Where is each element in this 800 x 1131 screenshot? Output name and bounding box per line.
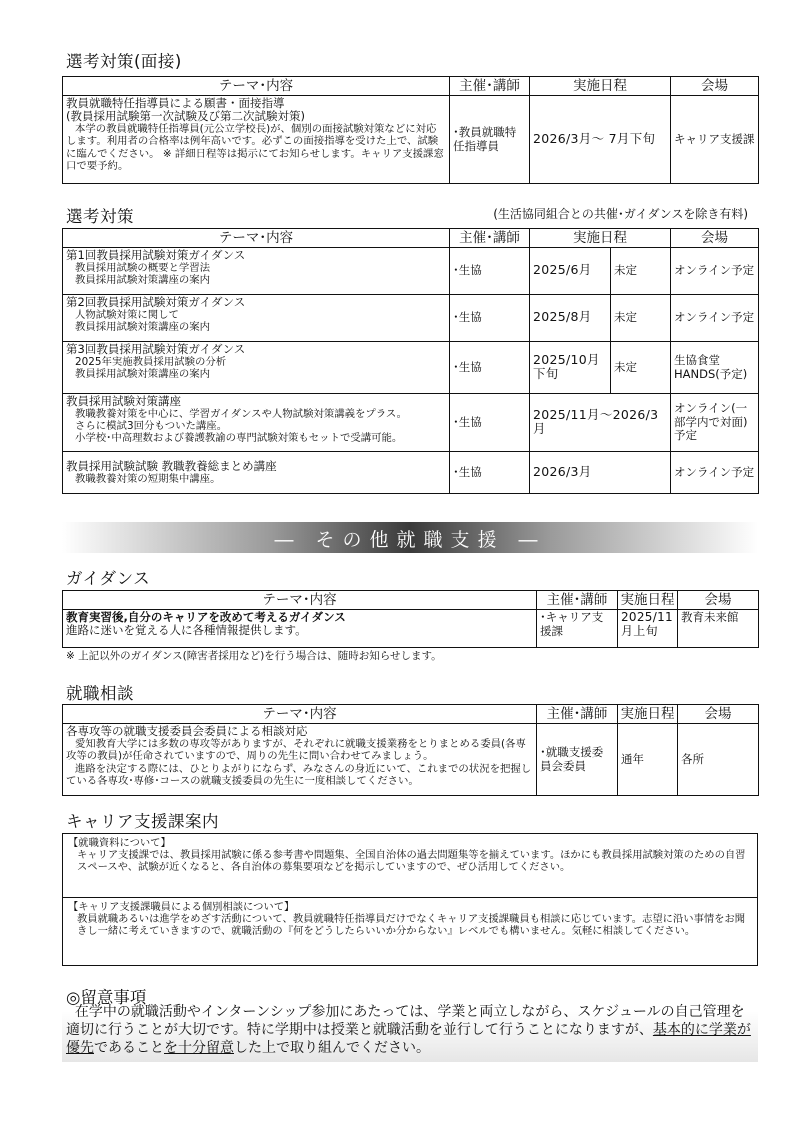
box-body: 教員就職あるいは進学をめざす活動について、教員就職特任指導員だけでなくキャリア支援課職員も相談に応じています。志望に沿い事情をお聞きし一緒に考えていきますので、就職活動の『何をどうしたらいいか分からない』レベルでも構いません。気軽に相談してください。 <box>77 913 746 938</box>
header-date: 実施日程 <box>530 77 671 96</box>
header-theme: テーマ･内容 <box>63 705 537 724</box>
row-theme: 教員採用試験対策講座 教職教養対策を中心に、学習ガイダンスや人物試験対策講義をプラス。 さらに模試3回分もついた講座。 小学校･中高理数および養護教諭の専門試験対策もセットで受講可能。 <box>63 394 450 452</box>
row-venue: オンライン予定 <box>671 452 759 494</box>
section-title-interview: 選考対策(面接) <box>66 52 182 71</box>
guidance-note: ※ 上記以外のガイダンス(障害者採用など)を行う場合は、随時お知らせします。 <box>66 650 442 662</box>
table-header <box>63 229 759 248</box>
section-title-career-office: キャリア支援課案内 <box>66 812 219 831</box>
header-venue: 会場 <box>671 77 759 96</box>
table-row <box>63 96 759 184</box>
row-host: ･キャリア支援課 <box>537 610 618 648</box>
row-date: 2025/11月上旬 <box>618 610 678 648</box>
table-header <box>63 591 759 610</box>
row-theme: 教育実習後,自分のキャリアを改めて考えるガイダンス 進路に迷いを覚える人に各種情報提供します。 <box>63 610 537 648</box>
row-host: ･生協 <box>450 295 530 342</box>
table-row <box>63 342 759 394</box>
row-date: 2026/3月 <box>530 452 671 494</box>
header-venue: 会場 <box>671 229 759 248</box>
header-theme: テーマ･内容 <box>63 229 450 248</box>
header-theme: テーマ･内容 <box>63 77 450 96</box>
table-row <box>63 248 759 295</box>
row-date: 2025/8月 <box>530 295 611 342</box>
header-host: 主催･講師 <box>450 229 530 248</box>
row-host: ･生協 <box>450 394 530 452</box>
row-host: ･生協 <box>450 452 530 494</box>
row-date: 2026/3月～ 7月下旬 <box>530 96 671 184</box>
row-date: 2025/10月下旬 <box>530 342 611 394</box>
row-host: ･就職支援委員会委員 <box>537 724 618 796</box>
box-heading: 【就職資料について】 <box>68 837 171 849</box>
row-theme: 第1回教員採用試験対策ガイダンス 教員採用試験の概要と学習法 教員採用試験対策講座の案内 <box>63 248 450 295</box>
row-venue: オンライン予定 <box>671 248 759 295</box>
caution-text: 在学中の就職活動やインターンシップ参加にあたっては、学業と両立しながら、スケジュールの自己管理を適切に行うことが大切です。特に学期中は授業と就職活動を並行して行うことになりますが、基本的に学業が優先であることを十分留意した上で取り組んでください。 <box>66 1004 751 1056</box>
row-venue: 教育未来館 <box>678 610 759 648</box>
row-venue: 生協食堂HANDS(予定) <box>671 342 759 394</box>
table-row <box>63 724 759 796</box>
table-header <box>63 705 759 724</box>
row-time: 未定 <box>611 342 671 394</box>
row-body: 本学の教員就職特任指導員(元公立学校長)が、個別の面接試験対策などに対応します。利用者の合格率は例年高いです。必ずこの面接指導を受けた上で、試験に臨んでください。 ※ 詳細日程等は掲示にてお知らせします。キャリア支援課窓口で要予約。 <box>66 123 444 172</box>
header-venue: 会場 <box>678 705 759 724</box>
row-date: 2025/6月 <box>530 248 611 295</box>
header-date: 実施日程 <box>618 705 678 724</box>
row-theme: 第2回教員採用試験対策ガイダンス 人物試験対策に関して 教員採用試験対策講座の案内 <box>63 295 450 342</box>
header-date: 実施日程 <box>530 229 671 248</box>
table-row <box>63 610 759 648</box>
section-title-consultation: 就職相談 <box>66 684 134 703</box>
row-theme <box>63 96 450 184</box>
header-theme: テーマ･内容 <box>63 591 537 610</box>
info-box-consultation <box>62 897 758 966</box>
box-body: キャリア支援課では、教員採用試験に係る参考書や問題集、全国自治体の過去問題集等を揃えています。ほかにも教員採用試験対策のための自習スペースや、試験が近くなると、各自治体の募集要項などを掲示していますので、ぜひ活用してください。 <box>77 849 746 874</box>
section-title-guidance: ガイダンス <box>66 569 151 588</box>
table-row <box>63 295 759 342</box>
exam-table <box>62 228 759 494</box>
header-date: 実施日程 <box>618 591 678 610</box>
row-date: 2025/11月～2026/3月 <box>530 394 671 452</box>
header-host: 主催･講師 <box>450 77 530 96</box>
table-header <box>63 77 759 96</box>
header-host: 主催･講師 <box>537 591 618 610</box>
info-box-materials <box>62 833 758 898</box>
row-host: ･教員就職特任指導員 <box>450 96 530 184</box>
section-banner <box>62 522 758 553</box>
caution-title: ◎留意事項 <box>66 988 147 1007</box>
banner-text: ― その他就職支援 ― <box>274 529 546 551</box>
section-title-exam: 選考対策 <box>66 207 134 226</box>
row-time: 未定 <box>611 295 671 342</box>
row-time: 未定 <box>611 248 671 295</box>
row-date: 通年 <box>618 724 678 796</box>
row-theme: 教員採用試験試験 教職教養総まとめ講座 教職教養対策の短期集中講座。 <box>63 452 450 494</box>
row-venue: オンライン予定 <box>671 295 759 342</box>
row-theme: 各専攻等の就職支援委員会委員による相談対応 愛知教育大学には多数の専攻等がありますが、それぞれに就職支援業務をとりまとめる委員(各専攻等の教員)が任命されていますので、周りの先生に問い合わせてみましょう。 進路を決定する際には、ひとりよがりにならず、みなさんの身近にいて、これまでの状況を把握している各専攻･専修･コースの就職支援委員の先生に一度相談してください。 <box>63 724 537 796</box>
header-venue: 会場 <box>678 591 759 610</box>
row-venue: キャリア支援課 <box>671 96 759 184</box>
row-venue: オンライン(一部学内で対面)予定 <box>671 394 759 452</box>
header-host: 主催･講師 <box>537 705 618 724</box>
interview-table <box>62 76 759 184</box>
row-theme: 第3回教員採用試験対策ガイダンス 2025年実施教員採用試験の分析 教員採用試験対策講座の案内 <box>63 342 450 394</box>
guidance-table <box>62 590 759 648</box>
row-title: 教員就職特任指導員による願書・面接指導 <box>66 96 285 110</box>
row-venue: 各所 <box>678 724 759 796</box>
section-note-paid: (生活協同組合との共催･ガイダンスを除き有料) <box>493 207 748 221</box>
row-subtitle: (教員採用試験第一次試験及び第二次試験対策) <box>66 109 305 123</box>
table-row <box>63 452 759 494</box>
table-row <box>63 394 759 452</box>
row-host: ･生協 <box>450 342 530 394</box>
row-host: ･生協 <box>450 248 530 295</box>
caution-block <box>62 984 758 1062</box>
box-heading: 【キャリア支援課職員による個別相談について】 <box>68 901 295 913</box>
consultation-table <box>62 704 759 796</box>
